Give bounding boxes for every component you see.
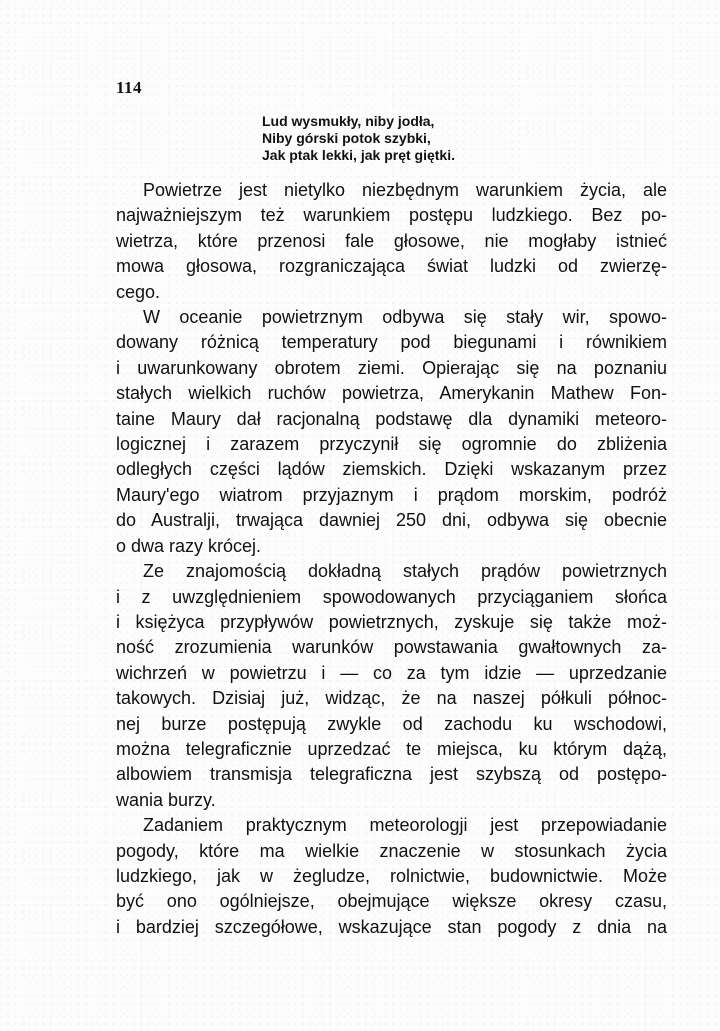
text-line: wichrzeń w powietrzu i — co za tym idzie — uprzedzanie (116, 662, 667, 683)
page-number: 114 (116, 78, 143, 97)
text-line: ność zrozumienia warunków powstawania gwałtownych za- (116, 637, 667, 658)
text-line: stałych wielkich ruchów powietrza, Amerykanin Mathew Fon- (116, 383, 667, 404)
text-line: Zadaniem praktycznym meteorologji jest przepowiadanie (143, 815, 667, 836)
text-line: takowych. Dzisiaj już, widząc, że na naszej półkuli północ- (116, 688, 667, 709)
text-line: cego. (116, 281, 161, 302)
text-line: Maury'ego wiatrom przyjaznym i prądom morskim, podróż (116, 484, 667, 505)
verse-epigraph (262, 113, 455, 164)
text-line: dowany różnicą temperatury pod biegunami i równikiem (116, 332, 667, 353)
text-line: pogody, które ma wielkie znaczenie w stosunkach życia (116, 840, 667, 861)
text-line: do Australji, trwająca dawniej 250 dni, odbywa się obecnie (116, 510, 667, 531)
text-line: nej burze postępują zwykle od zachodu ku wschodowi, (116, 713, 667, 734)
text-line: i uwarunkowany obrotem ziemi. Opierając się na poznaniu (116, 357, 667, 378)
text-line: albowiem transmisja telegraficzna jest szybszą od postępo- (116, 764, 667, 785)
text-line: i księżyca przypływów powietrznych, zyskuje się także moż- (116, 611, 667, 632)
verse-line: Jak ptak lekki, jak pręt giętki. (262, 147, 455, 163)
text-line: Ze znajomością dokładną stałych prądów powietrznych (143, 561, 667, 582)
text-line: odległych części lądów ziemskich. Dzięki wskazanym przez (116, 459, 667, 480)
text-line: taine Maury dał racjonalną podstawę dla dynamiki meteoro- (116, 408, 667, 429)
text-line: i z uwzględnieniem spowodowanych przyciąganiem słońca (116, 586, 667, 607)
text-line: wania burzy. (116, 789, 216, 810)
text-line: W oceanie powietrznym odbywa się stały wir, spowo- (143, 307, 667, 328)
text-line: wietrza, które przenosi fale głosowe, nie mogłaby istnieć (116, 230, 667, 251)
verse-line: Lud wysmukły, niby jodła, (262, 113, 435, 129)
text-line: logicznej i zarazem przyczynił się ogromnie do zbliżenia (116, 434, 667, 455)
text-line: można telegraficznie uprzedzać te miejsca, ku którym dążą, (116, 738, 667, 759)
text-line: najważniejszym też warunkiem postępu ludzkiego. Bez po- (116, 205, 667, 226)
body-text (116, 178, 667, 940)
text-line: ludzkiego, jak w żegludze, rolnictwie, budownictwie. Może (116, 865, 667, 886)
text-line: Powietrze jest nietylko niezbędnym warunkiem życia, ale (143, 180, 667, 200)
text-line: i bardziej szczegółowe, wskazujące stan pogody z dnia na (116, 916, 667, 937)
text-line: o dwa razy krócej. (116, 535, 262, 556)
text-line: mowa głosowa, rozgraniczająca świat ludzki od zwierzę- (116, 256, 667, 277)
verse-line: Niby górski potok szybki, (262, 130, 431, 146)
text-line: być ono ogólniejsze, obejmujące większe okresy czasu, (116, 891, 667, 912)
